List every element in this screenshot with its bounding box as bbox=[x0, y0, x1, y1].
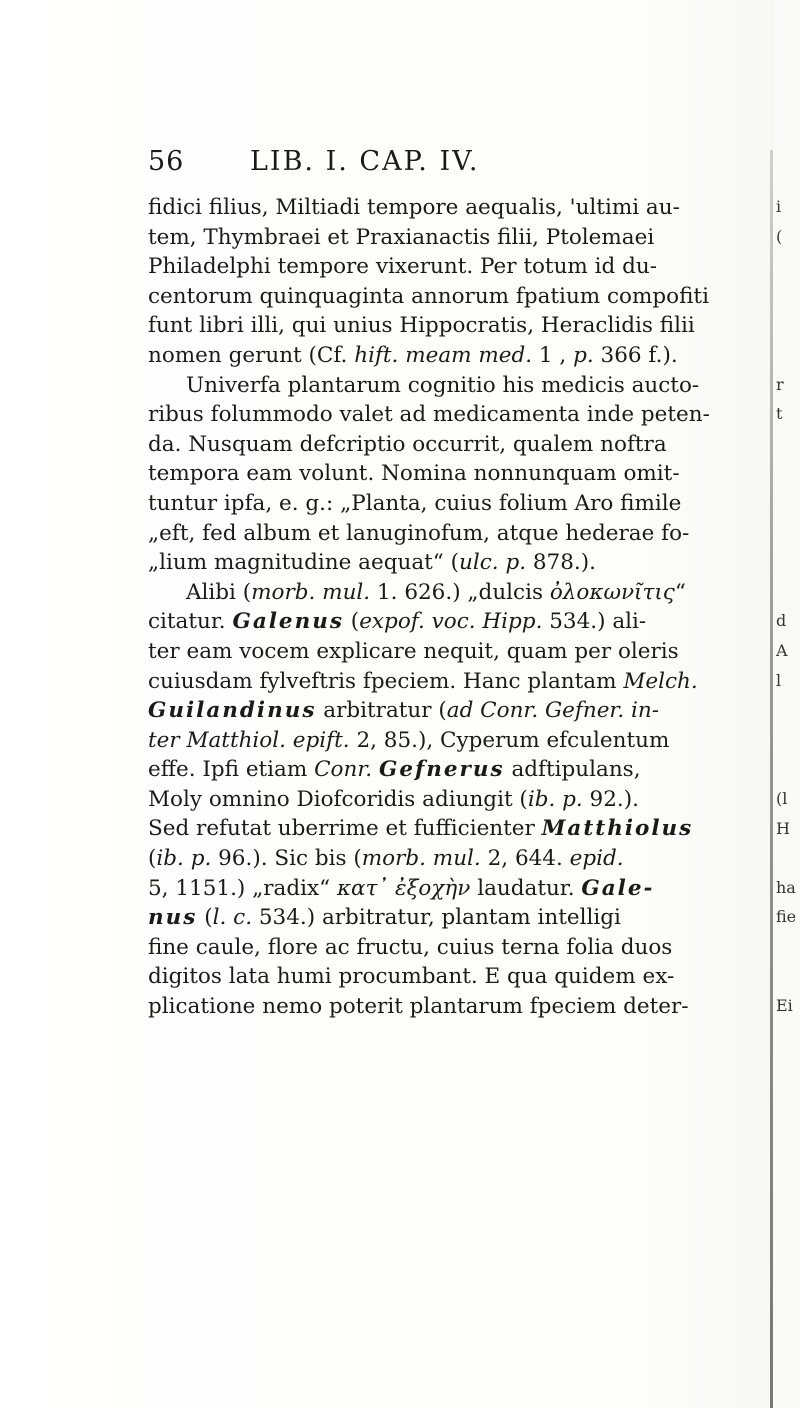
text-segment: „eft, fed album et lanuginofum, atque hederae fo- bbox=[148, 520, 690, 546]
text-segment: centorum quinquaginta annorum fpatium compofiti bbox=[148, 283, 709, 309]
text-line bbox=[148, 282, 760, 312]
text-segment: 878.). bbox=[526, 550, 596, 576]
text-line bbox=[148, 489, 760, 519]
author-name: Guilandinus bbox=[148, 698, 317, 724]
text-line bbox=[148, 933, 760, 963]
text-segment: 366 f.). bbox=[593, 342, 678, 368]
author-name: nus bbox=[148, 905, 198, 931]
text-segment: ( bbox=[148, 846, 157, 872]
text-segment: Philadelphi tempore vixerunt. Per totum id du- bbox=[148, 254, 657, 280]
italic-citation: morb. mul. bbox=[251, 579, 371, 605]
text-segment bbox=[372, 757, 379, 782]
text-segment: „lium magnitudine aequat“ ( bbox=[148, 550, 460, 576]
facing-page-char: d bbox=[776, 611, 787, 631]
italic-citation: Melch. bbox=[623, 668, 698, 694]
text-segment: 2, 644. bbox=[480, 846, 570, 872]
text-segment: laudatur. bbox=[470, 875, 582, 901]
text-segment: da. Nusquam defcriptio occurrit, qualem noftra bbox=[148, 431, 667, 457]
facing-page-char: Ei bbox=[776, 996, 793, 1016]
text-segment: Univerfa plantarum cognitio his medicis aucto- bbox=[186, 372, 700, 398]
text-segment: Alibi ( bbox=[186, 579, 252, 605]
running-head: LIB. I. CAP. IV. bbox=[250, 146, 480, 177]
text-line bbox=[148, 519, 760, 549]
text-line bbox=[148, 548, 760, 578]
author-name: Matthiolus bbox=[541, 816, 694, 842]
text-segment: tuntur ipfa, e. g.: „Planta, cuius folium Aro fimile bbox=[148, 490, 682, 516]
italic-citation: p. bbox=[573, 342, 594, 368]
text-segment: 1 , bbox=[532, 342, 574, 368]
text-segment: cuiusdam fylveftris fpeciem. Hanc plantam bbox=[148, 668, 624, 694]
text-segment: tempora eam volunt. Nomina nonnunquam omit- bbox=[148, 461, 680, 487]
text-segment: funt libri illi, qui unius Hippocratis, Heraclidis filii bbox=[148, 313, 695, 339]
text-line bbox=[148, 223, 760, 253]
text-line bbox=[148, 844, 760, 874]
facing-page-characters bbox=[776, 0, 800, 1408]
facing-page-char: i bbox=[776, 197, 782, 216]
page-number: 56 bbox=[148, 146, 185, 177]
text-segment: fidici filius, Miltiadi tempore aequalis, 'ultimi au- bbox=[148, 195, 680, 220]
text-segment: 92.). bbox=[582, 786, 639, 812]
facing-page-char: fie bbox=[776, 907, 797, 927]
italic-citation: epid. bbox=[569, 846, 624, 872]
text-segment: 534.) arbitratur, plantam intelligi bbox=[252, 905, 621, 931]
text-line bbox=[148, 371, 760, 401]
text-segment: arbitratur ( bbox=[316, 698, 447, 724]
body-text bbox=[148, 193, 760, 1022]
text-line bbox=[148, 962, 760, 992]
text-segment: tem, Thymbraei et Praxianactis filii, Ptolemaei bbox=[148, 224, 655, 250]
text-segment: 5, 1151.) „radix“ bbox=[148, 875, 337, 901]
text-segment: 1. 626.) „dulcis bbox=[370, 579, 550, 605]
text-segment: digitos lata humi procumbant. E qua quidem ex- bbox=[148, 964, 675, 990]
text-segment: nomen gerunt (Cf. bbox=[148, 342, 355, 368]
author-name: Gefnerus bbox=[378, 757, 505, 783]
text-line bbox=[148, 874, 760, 904]
italic-citation: l. c. bbox=[212, 905, 253, 931]
text-line bbox=[148, 193, 760, 223]
text-line bbox=[148, 637, 760, 667]
text-segment: effe. Ipfi etiam bbox=[148, 757, 315, 783]
greek-text: κατ᾽ ἐξοχὴν bbox=[336, 875, 471, 901]
text-segment: 96.). Sic bis ( bbox=[211, 846, 362, 872]
text-segment: Sed refutat uberrime et fufficienter bbox=[148, 816, 542, 842]
italic-citation: hift. meam med. bbox=[354, 342, 533, 368]
text-line bbox=[148, 755, 760, 785]
facing-page-char: ( bbox=[776, 226, 783, 246]
facing-page-char: H bbox=[776, 818, 790, 838]
text-segment: citatur. bbox=[148, 609, 233, 635]
text-line bbox=[148, 726, 760, 756]
text-line bbox=[148, 400, 760, 430]
text-line bbox=[148, 903, 760, 933]
text-line bbox=[148, 814, 760, 844]
italic-citation: ib. p. bbox=[527, 786, 583, 812]
italic-citation: ter Matthiol. epift. bbox=[148, 727, 350, 753]
text-segment: ( bbox=[197, 905, 213, 931]
facing-page-char: r bbox=[776, 374, 784, 394]
facing-page-char: t bbox=[776, 404, 783, 424]
text-line bbox=[148, 311, 760, 341]
facing-page-char: l bbox=[776, 670, 782, 690]
text-line bbox=[148, 992, 760, 1022]
text-line bbox=[148, 696, 760, 726]
italic-citation: morb. mul. bbox=[361, 846, 481, 872]
italic-citation: ad Conr. Gefner. in- bbox=[446, 698, 660, 724]
text-line bbox=[148, 785, 760, 815]
italic-citation: Conr. bbox=[314, 757, 373, 783]
italic-citation: ulc. p. bbox=[459, 550, 527, 576]
text-segment: fine caule, flore ac fructu, cuius terna folia duos bbox=[148, 934, 673, 960]
text-segment: plicatione nemo poterit plantarum fpeciem deter- bbox=[148, 994, 689, 1020]
italic-citation: ib. p. bbox=[156, 846, 212, 872]
text-line bbox=[148, 667, 760, 697]
facing-page-char: ha bbox=[776, 877, 796, 897]
text-line bbox=[148, 607, 760, 637]
author-name: Gale- bbox=[581, 875, 655, 901]
italic-citation: expof. voc. Hipp. bbox=[359, 609, 543, 635]
text-segment: 2, 85.), Cyperum efculentum bbox=[349, 727, 670, 753]
facing-page-char: A bbox=[776, 641, 788, 660]
greek-text: ὀλοκωνῖτις bbox=[549, 579, 675, 605]
text-segment: “ bbox=[674, 579, 686, 605]
text-segment: 534.) ali- bbox=[542, 609, 647, 635]
text-segment: Moly omnino Diofcoridis adiungit ( bbox=[148, 786, 528, 812]
facing-page-char: (l bbox=[776, 789, 788, 808]
text-segment: ( bbox=[343, 609, 360, 635]
text-segment: adftipulans, bbox=[504, 757, 641, 783]
text-line bbox=[148, 430, 760, 460]
text-line bbox=[148, 459, 760, 489]
text-segment: ribus folummodo valet ad medicamenta inde peten- bbox=[148, 402, 710, 428]
text-line bbox=[148, 252, 760, 282]
author-name: Galenus bbox=[232, 609, 344, 635]
text-line bbox=[148, 578, 760, 608]
text-line bbox=[148, 341, 760, 371]
text-segment: ter eam vocem explicare nequit, quam per oleris bbox=[148, 638, 679, 664]
